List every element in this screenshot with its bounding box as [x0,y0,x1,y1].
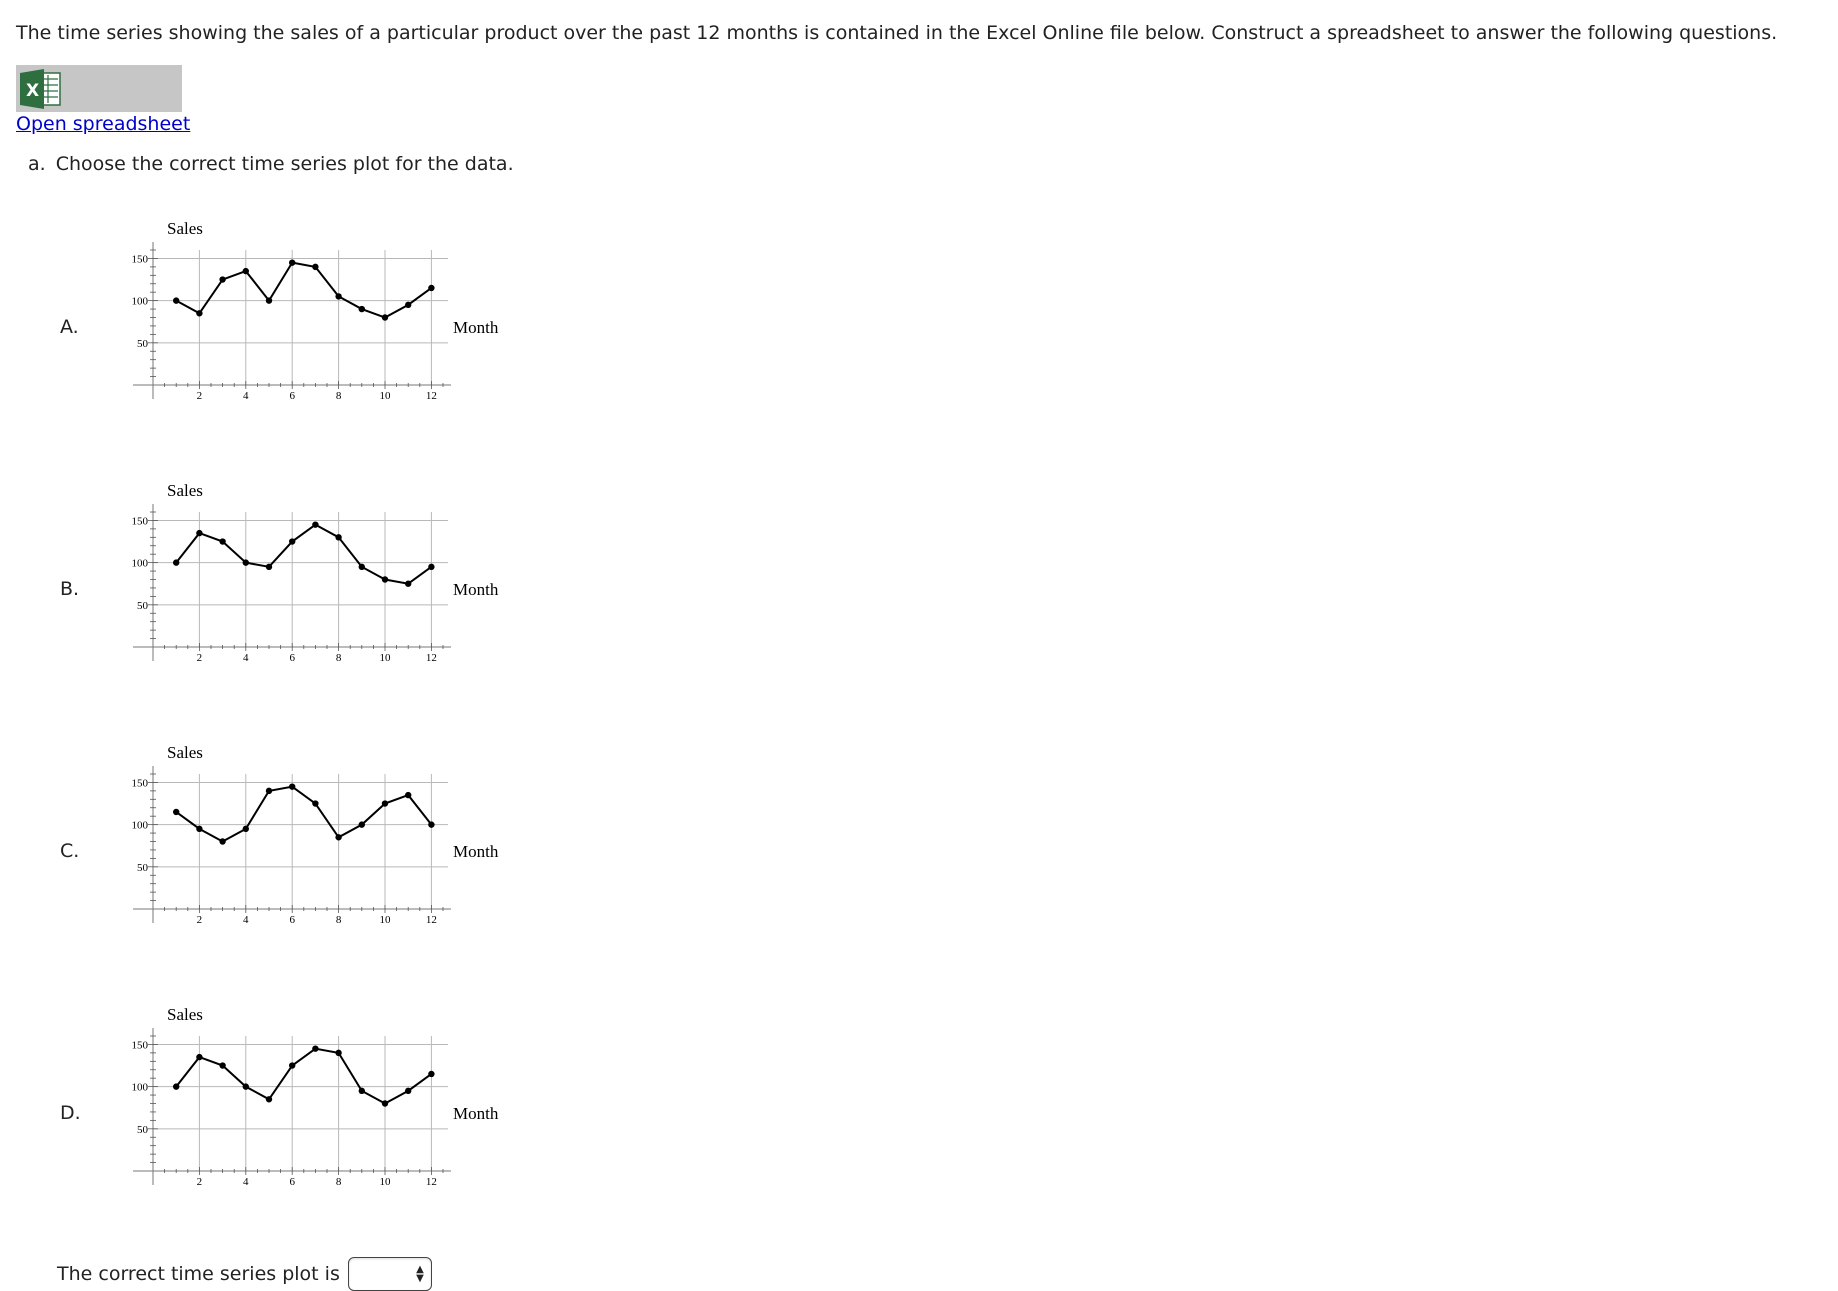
y-tick-label: 50 [137,599,148,612]
excel-spreadsheet-icon [18,67,62,111]
chart-grid [153,250,448,385]
data-point [196,310,202,316]
data-point [335,834,341,840]
option-label-c: C. [60,840,80,862]
x-tick-label: 2 [196,1176,203,1188]
data-point [428,285,434,291]
answer-row [57,1257,432,1291]
y-tick-label: 150 [131,1039,148,1052]
data-point [312,521,318,527]
data-point [335,293,341,299]
data-point [266,1096,272,1102]
data-point [405,1088,411,1094]
data-point [312,264,318,270]
x-tick-label: 10 [379,914,391,926]
x-axis-label: Month [453,1104,499,1123]
data-point [428,821,434,827]
y-axis-label: Sales [167,743,203,762]
open-spreadsheet-link[interactable]: Open spreadsheet [16,113,191,135]
data-point [173,297,179,303]
x-tick-label: 2 [196,914,203,926]
y-axis-label: Sales [167,219,203,238]
x-tick-label: 12 [425,652,437,664]
x-tick-label: 10 [379,390,391,402]
y-tick-label: 50 [137,861,148,874]
y-tick-label: 100 [131,295,148,308]
data-point [359,564,365,570]
question-text: Choose the correct time series plot for the data. [55,153,514,175]
y-tick-label: 100 [131,557,148,570]
data-point [382,800,388,806]
data-point [312,1045,318,1051]
minor-ticks [148,774,443,913]
data-point [359,306,365,312]
question-label: a. [28,153,46,175]
intro-text: The time series showing the sales of a particular product over the past 12 months is contained in the Excel Online file below. Construct a spreadsheet to answer the following questions. [16,22,1778,44]
y-tick-label: 150 [131,515,148,528]
x-tick-label: 8 [335,1176,342,1188]
data-point [243,559,249,565]
x-axis-label: Month [453,318,499,337]
x-axis-label: Month [453,842,499,861]
question-a [28,153,514,175]
data-point [382,314,388,320]
data-point [266,564,272,570]
data-point [359,1088,365,1094]
x-tick-label: 6 [289,1176,295,1188]
data-point [173,809,179,815]
data-point [173,559,179,565]
x-tick-label: 8 [335,914,342,926]
x-tick-label: 6 [289,652,295,664]
x-tick-label: 4 [243,914,249,926]
chart-option-c [110,744,530,944]
x-tick-label: 2 [196,390,203,402]
x-tick-label: 8 [335,652,342,664]
data-point [196,826,202,832]
x-tick-label: 10 [379,652,391,664]
series-line [176,263,431,318]
option-label-a: A. [60,316,79,338]
data-point [335,534,341,540]
svg-text:X: X [26,81,40,101]
data-point [219,838,225,844]
y-tick-label: 100 [131,1081,148,1094]
data-point [243,1083,249,1089]
series-line [176,525,431,584]
y-axis-label: Sales [167,1005,203,1024]
y-tick-label: 100 [131,819,148,832]
data-point [219,1062,225,1068]
series-line [176,787,431,842]
data-point [289,1062,295,1068]
data-point [173,1083,179,1089]
answer-dropdown[interactable] [348,1257,432,1291]
series-line [176,1049,431,1104]
updown-arrows-icon: ▲ ▼ [416,1264,424,1284]
y-axis-label: Sales [167,481,203,500]
x-tick-label: 12 [425,1176,437,1188]
data-point [289,259,295,265]
x-tick-label: 6 [289,390,295,402]
chart-option-d [110,1006,530,1206]
minor-ticks [148,250,443,389]
chart-option-a [110,220,530,420]
data-point [405,302,411,308]
data-point [405,581,411,587]
chart-option-b [110,482,530,682]
data-point [243,826,249,832]
data-point [266,297,272,303]
y-tick-label: 50 [137,337,148,350]
option-label-d: D. [60,1102,81,1124]
data-point [266,788,272,794]
x-axis-label: Month [453,580,499,599]
y-tick-label: 150 [131,253,148,266]
data-point [196,1054,202,1060]
option-label-b: B. [60,578,80,600]
data-point [382,576,388,582]
data-point [219,538,225,544]
data-point [243,268,249,274]
answer-prompt: The correct time series plot is [57,1263,340,1285]
data-point [219,276,225,282]
x-tick-label: 8 [335,390,342,402]
data-point [382,1100,388,1106]
x-tick-label: 4 [243,1176,249,1188]
x-tick-label: 2 [196,652,203,664]
data-point [405,792,411,798]
x-tick-label: 4 [243,652,249,664]
data-point [428,564,434,570]
y-tick-label: 50 [137,1123,148,1136]
y-tick-label: 150 [131,777,148,790]
x-tick-label: 6 [289,914,295,926]
chart-grid [153,774,448,909]
x-tick-label: 12 [425,390,437,402]
data-point [312,800,318,806]
data-point [289,783,295,789]
data-point [196,530,202,536]
x-tick-label: 12 [425,914,437,926]
data-point [359,821,365,827]
minor-ticks [148,1036,443,1175]
x-tick-label: 10 [379,1176,391,1188]
x-tick-label: 4 [243,390,249,402]
excel-file-tile[interactable] [16,65,182,112]
data-point [428,1071,434,1077]
data-point [289,538,295,544]
data-point [335,1050,341,1056]
